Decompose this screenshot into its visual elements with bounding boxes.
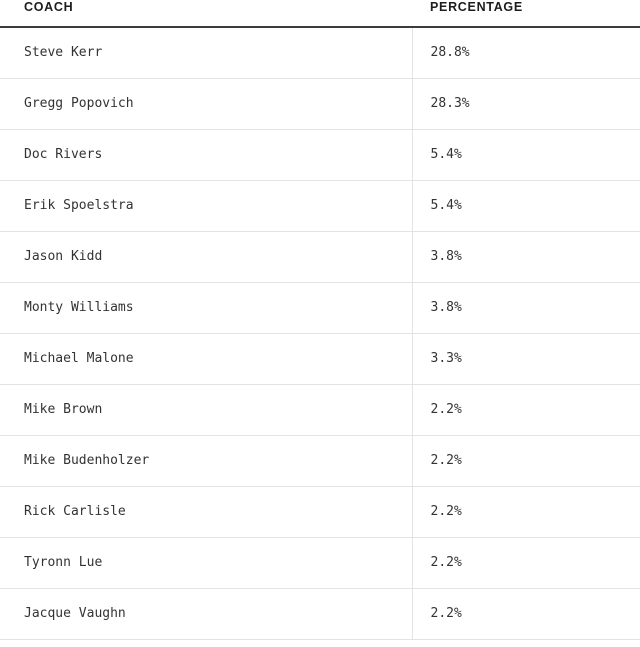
table-row bbox=[0, 180, 640, 231]
table-row bbox=[0, 333, 640, 384]
table-row bbox=[0, 129, 640, 180]
cell-coach-name: Steve Kerr bbox=[0, 27, 412, 78]
cell-coach-name: Jason Kidd bbox=[0, 231, 412, 282]
cell-coach-name: Monty Williams bbox=[0, 282, 412, 333]
table-row bbox=[0, 384, 640, 435]
table-row bbox=[0, 231, 640, 282]
cell-percentage: 3.3% bbox=[412, 333, 640, 384]
cell-percentage: 3.8% bbox=[412, 231, 640, 282]
table-row bbox=[0, 537, 640, 588]
column-header-percentage: PERCENTAGE bbox=[412, 0, 640, 27]
table-row bbox=[0, 78, 640, 129]
cell-percentage: 2.2% bbox=[412, 486, 640, 537]
cell-percentage: 28.8% bbox=[412, 27, 640, 78]
cell-percentage: 28.3% bbox=[412, 78, 640, 129]
table-row bbox=[0, 282, 640, 333]
cell-percentage: 2.2% bbox=[412, 588, 640, 639]
cell-coach-name: Jacque Vaughn bbox=[0, 588, 412, 639]
cell-percentage: 5.4% bbox=[412, 129, 640, 180]
table-row bbox=[0, 27, 640, 78]
table-body bbox=[0, 27, 640, 639]
cell-coach-name: Gregg Popovich bbox=[0, 78, 412, 129]
cell-percentage: 2.2% bbox=[412, 384, 640, 435]
cell-coach-name: Mike Brown bbox=[0, 384, 412, 435]
table-row bbox=[0, 435, 640, 486]
cell-percentage: 5.4% bbox=[412, 180, 640, 231]
table-row bbox=[0, 588, 640, 639]
cell-coach-name: Doc Rivers bbox=[0, 129, 412, 180]
cell-percentage: 2.2% bbox=[412, 537, 640, 588]
cell-coach-name: Michael Malone bbox=[0, 333, 412, 384]
table-header-row bbox=[0, 0, 640, 27]
cell-percentage: 3.8% bbox=[412, 282, 640, 333]
table-row bbox=[0, 486, 640, 537]
cell-percentage: 2.2% bbox=[412, 435, 640, 486]
cell-coach-name: Tyronn Lue bbox=[0, 537, 412, 588]
table-header bbox=[0, 0, 640, 27]
cell-coach-name: Erik Spoelstra bbox=[0, 180, 412, 231]
cell-coach-name: Mike Budenholzer bbox=[0, 435, 412, 486]
cell-coach-name: Rick Carlisle bbox=[0, 486, 412, 537]
column-header-coach: COACH bbox=[0, 0, 412, 27]
